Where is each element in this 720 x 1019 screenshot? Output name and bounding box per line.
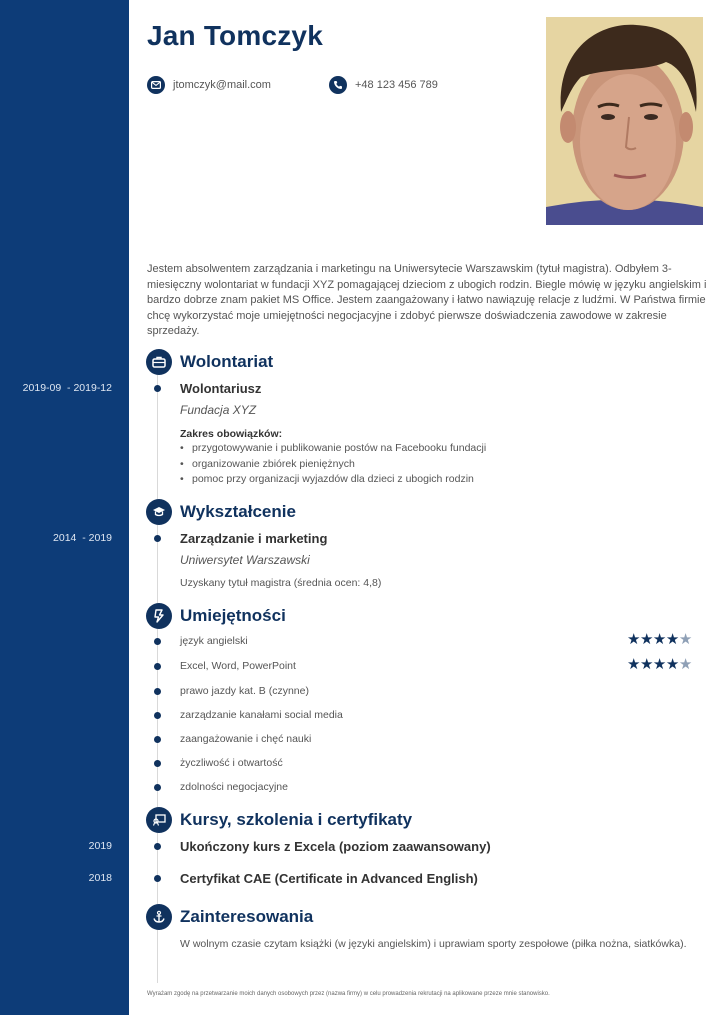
skill-item: zdolności negocjacyjne [180, 781, 288, 793]
timeline-dot [154, 385, 161, 392]
briefcase-icon [146, 349, 172, 375]
skill-rating [627, 657, 692, 672]
timeline-dot [154, 875, 161, 882]
timeline-dot [154, 760, 161, 767]
candidate-name: Jan Tomczyk [147, 20, 323, 51]
timeline-dot [154, 663, 161, 670]
gdpr-consent: Wyrażam zgodę na przetwarzanie moich danych osobowych przez (nazwa firmy) w celu prowadzenia rekrutacji na aplikowane przeze mnie stanowisko. [147, 991, 550, 997]
profile-summary: Jestem absolwentem zarządzania i marketingu na Uniwersytecie Warszawskim (tytuł magistra). Odbyłem 3-miesięczny wolontariat w fundacji XYZ pomagającej dzieciom z ubogich rodzin. Biegle mówię w języku angielskim i bardzo dobrze znam pakiet MS Office. Jestem zaangażowany i łatwo nawiązuję relacje z ludźmi. W Państwa firmie chcę wykorzystać moje umiejętności negocjacyjne i zdobyć pierwsze doświadczenia zawodowe w zakresie sprzedaży. [147, 263, 707, 338]
anchor-icon [146, 904, 172, 930]
certificate-icon [146, 807, 172, 833]
phone-icon [329, 76, 347, 94]
timeline-dot [154, 712, 161, 719]
star-filled-icon: ★ [665, 656, 679, 673]
contact-phone[interactable] [329, 76, 438, 94]
list-item: • pomoc przy organizacji wyjazdów dla dzieci z ubogich rodzin [180, 472, 486, 488]
graduation-cap-icon [146, 499, 172, 525]
section-title: Kursy, szkolenia i certyfikaty [180, 810, 413, 829]
contact-email[interactable] [147, 76, 271, 94]
sidebar [0, 0, 129, 1015]
timeline-dot [154, 784, 161, 791]
timeline-dot [154, 535, 161, 542]
profile-photo [546, 17, 703, 225]
course-date: 2018 [88, 872, 112, 884]
timeline-dot [154, 736, 161, 743]
list-item: • przygotowywanie i publikowanie postów na Facebooku fundacji [180, 441, 486, 457]
list-item: • organizowanie zbiórek pieniężnych [180, 457, 486, 473]
skill-rating [627, 632, 692, 647]
volunteering-role: Wolontariusz [180, 381, 262, 396]
timeline-line [157, 362, 158, 983]
timeline-dot [154, 638, 161, 645]
envelope-icon [147, 76, 165, 94]
star-filled-icon: ★ [665, 631, 679, 648]
section-skills-header [146, 603, 286, 629]
course-item: Ukończony kurs z Excela (poziom zaawansowany) [180, 839, 491, 854]
star-filled-icon: ★ [652, 656, 666, 673]
section-volunteering-header [146, 349, 273, 375]
education-school: Uniwersytet Warszawski [180, 553, 310, 567]
skill-item: Excel, Word, PowerPoint [180, 660, 296, 672]
interests-text: W wolnym czasie czytam książki (w języki angielskim) i uprawiam sporty zespołowe (piłka nożna, siatkówka). [180, 938, 687, 950]
course-item: Certyfikat CAE (Certificate in Advanced English) [180, 871, 478, 886]
responsibilities-list [180, 441, 486, 488]
star-filled-icon: ★ [639, 631, 653, 648]
education-field: Zarządzanie i marketing [180, 531, 328, 546]
section-title: Wykształcenie [180, 502, 296, 521]
section-title: Wolontariat [180, 352, 274, 371]
section-education-header [146, 499, 296, 525]
skill-item: życzliwość i otwartość [180, 757, 283, 769]
volunteering-date: 2019-09 - 2019-12 [22, 382, 112, 394]
star-empty-icon: ★ [678, 656, 692, 673]
star-filled-icon: ★ [639, 656, 653, 673]
email-text: jtomczyk@mail.com [173, 79, 271, 91]
education-date: 2014 - 2019 [53, 532, 112, 544]
lightning-icon [146, 603, 172, 629]
section-title: Zainteresowania [180, 907, 314, 926]
phone-text: +48 123 456 789 [355, 79, 438, 91]
skill-item: zarządzanie kanałami social media [180, 709, 343, 721]
skill-item: prawo jazdy kat. B (czynne) [180, 685, 309, 697]
section-interests-header [146, 904, 313, 930]
timeline-dot [154, 843, 161, 850]
section-title: Umiejętności [180, 606, 286, 625]
education-note: Uzyskany tytuł magistra (średnia ocen: 4,8) [180, 577, 382, 589]
skill-item: zaangażowanie i chęć nauki [180, 733, 312, 745]
section-courses-header [146, 807, 412, 833]
star-filled-icon: ★ [627, 656, 640, 673]
responsibilities-label: Zakres obowiązków: [180, 428, 283, 440]
skill-item: język angielski [180, 635, 248, 647]
volunteering-org: Fundacja XYZ [180, 403, 257, 417]
star-filled-icon: ★ [652, 631, 666, 648]
star-filled-icon: ★ [627, 631, 640, 648]
star-empty-icon: ★ [678, 631, 692, 648]
course-date: 2019 [88, 840, 112, 852]
timeline-dot [154, 688, 161, 695]
